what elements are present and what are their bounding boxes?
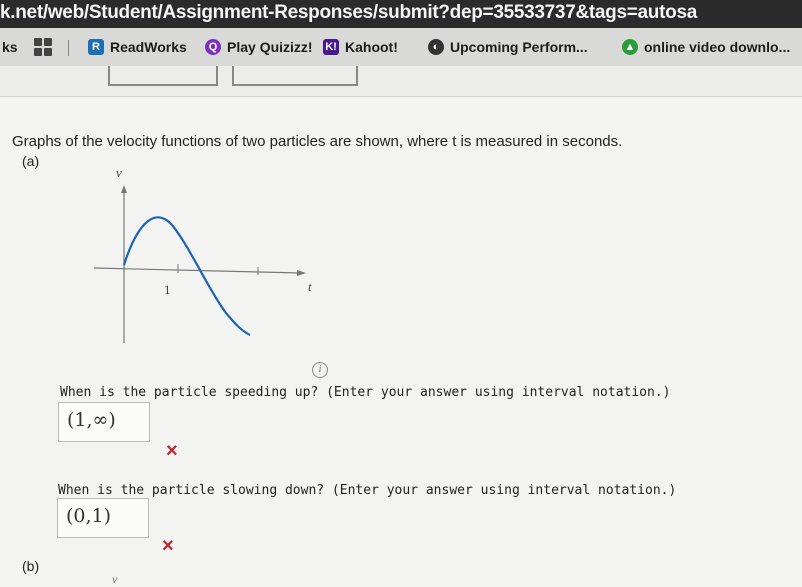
part-a-label: (a) — [22, 153, 40, 169]
quizizz-icon: Q — [205, 39, 221, 55]
apps-grid-icon[interactable] — [34, 38, 52, 56]
upcoming-icon: ◐ — [428, 39, 444, 55]
bookmark-video-download[interactable] — [622, 36, 790, 58]
bookmark-upcoming[interactable] — [428, 36, 588, 58]
problem-intro: Graphs of the velocity functions of two particles are shown, where t is measured in seconds. — [12, 133, 623, 150]
url-bar[interactable] — [0, 0, 802, 28]
bookmark-video-download-label: online video downlo... — [644, 39, 791, 55]
bookmark-ks-label: ks — [2, 39, 18, 55]
question-speeding-up: When is the particle speeding up? (Enter your answer using interval notation.) — [60, 385, 671, 400]
bookmark-readworks[interactable] — [88, 36, 187, 58]
video-download-icon: ▲ — [622, 39, 638, 55]
cut-off-button[interactable] — [108, 66, 218, 86]
question-slowing-down: When is the particle slowing down? (Enter your answer using interval notation.) — [58, 483, 677, 498]
bookmark-separator — [68, 40, 69, 56]
bookmark-upcoming-label: Upcoming Perform... — [450, 39, 588, 55]
answer-speeding-up[interactable]: (1,∞) — [58, 402, 150, 442]
velocity-graph — [80, 163, 320, 348]
bookmark-quizizz-label: Play Quizizz! — [227, 39, 313, 55]
t-axis — [94, 268, 300, 273]
cut-off-button[interactable] — [232, 66, 358, 86]
t-axis-label: t — [308, 279, 312, 294]
info-icon[interactable]: i — [312, 362, 328, 378]
bookmark-ks[interactable] — [2, 36, 18, 58]
velocity-curve — [124, 217, 250, 335]
bookmark-readworks-label: ReadWorks — [110, 39, 187, 55]
t-axis-arrow — [297, 270, 306, 276]
url-text[interactable]: k.net/web/Student/Assignment-Responses/submit?dep=35533737&tags=autosa — [0, 2, 697, 23]
kahoot-icon: K! — [323, 39, 339, 55]
bookmark-quizizz[interactable] — [205, 36, 313, 58]
v-axis-label: v — [116, 165, 122, 180]
incorrect-icon: × — [162, 535, 174, 557]
bookmark-kahoot[interactable] — [323, 36, 398, 58]
incorrect-icon: × — [166, 440, 178, 462]
answer-slowing-down[interactable]: (0,1) — [57, 498, 149, 538]
cut-off-toolbar-strip — [0, 66, 802, 97]
v-axis-arrow — [121, 185, 127, 193]
readworks-icon: R — [88, 39, 104, 55]
part-b-label: (b) — [22, 558, 40, 574]
bookmarks-bar — [0, 28, 802, 66]
graph-b-axis-label: v — [112, 572, 118, 586]
tick-label-one: 1 — [164, 282, 171, 297]
bookmark-kahoot-label: Kahoot! — [345, 39, 398, 55]
